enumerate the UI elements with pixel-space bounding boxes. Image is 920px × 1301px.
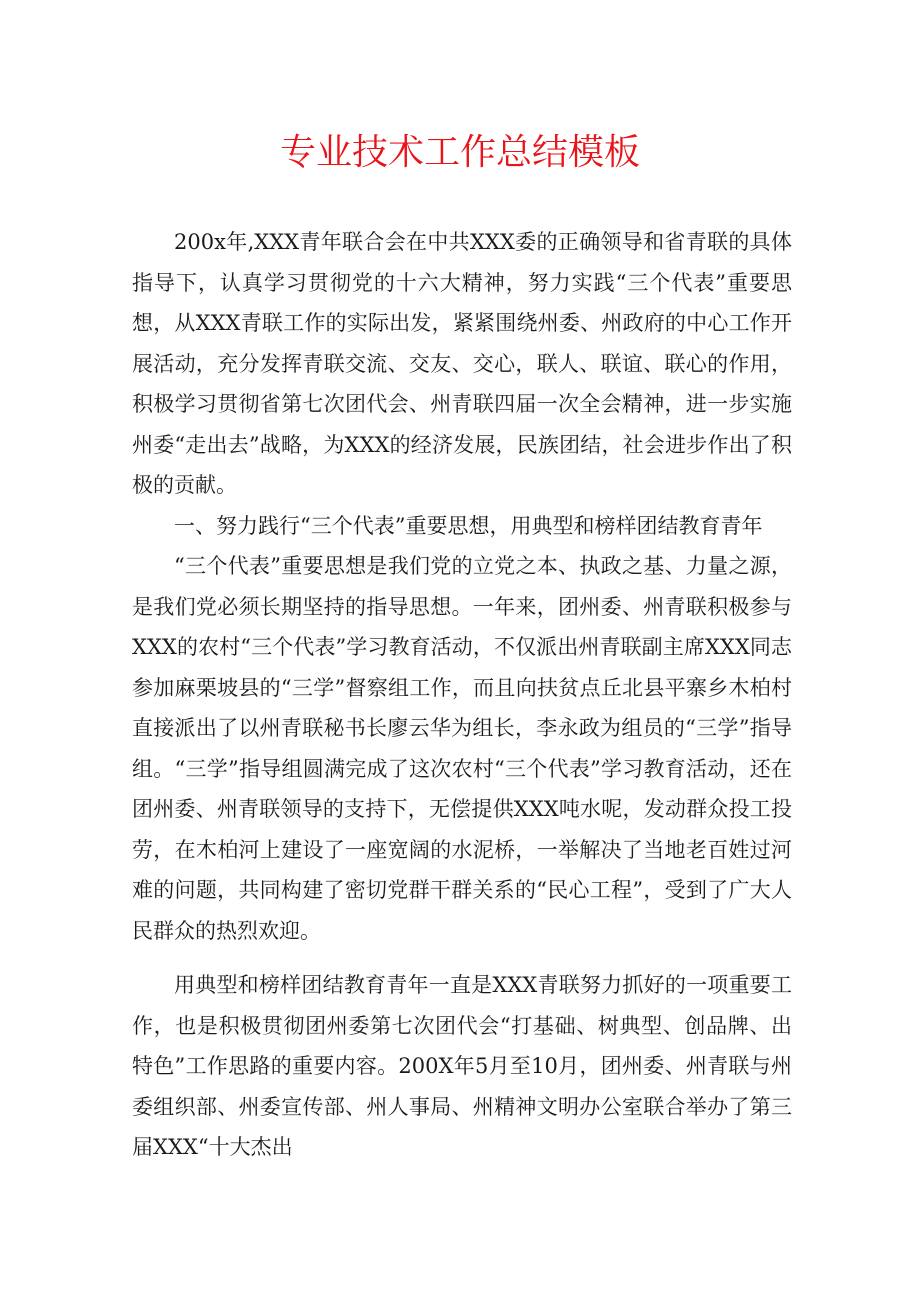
section-heading-1: 一、努力践行“三个代表”重要思想，用典型和榜样团结教育青年 (174, 513, 763, 538)
paragraph-role-models: 用典型和榜样团结教育青年一直是XXX青联努力抓好的一项重要工作，也是积极贯彻团州委第七次团代会“打基础、树典型、创品牌、出特色”工作思路的重要内容。200X年5月至10月，团州委、州青联与州委组织部、州委宣传部、州人事局、州精神文明办公室联合举办了第三届XXX“十大杰出 (132, 973, 792, 1159)
document-title: 专业技术工作总结模板 (279, 132, 640, 173)
paragraph-intro: 200x年,XXX青年联合会在中共XXX委的正确领导和省青联的具体指导下，认真学习贯彻党的十六大精神，努力实践“三个代表”重要思想，从XXX青联工作的实际出发，紧紧围绕州委、州政府的中心工作开展活动，充分发挥青联交流、交友、交心，联人、联谊、联心的作用，积极学习贯彻省第七次团代会、州青联四届一次全会精神，进一步实施州委“走出去”战略，为XXX的经济发展，民族团结，社会进步作出了积极的贡献。 (132, 230, 792, 497)
document-body (132, 222, 792, 1168)
paragraph-three-represents: “三个代表”重要思想是我们党的立党之本、执政之基、力量之源，是我们党必须长期坚持的指导思想。一年来，团州委、州青联积极参与XXX的农村“三个代表”学习教育活动，不仅派出州青联副主席XXX同志参加麻栗坡县的“三学”督察组工作，而且向扶贫点丘北县平寨乡木柏村直接派出了以州青联秘书长廖云华为组长，李永政为组员的“三学”指导组。“三学”指导组圆满完成了这次农村“三个代表”学习教育活动，还在团州委、州青联领导的支持下，无偿提供XXX吨水呢，发动群众投工投劳，在木柏河上建设了一座宽阔的水泥桥，一举解决了当地老百姓过河难的问题，共同构建了密切党群干群关系的“民心工程”，受到了广大人民群众的热烈欢迎。 (132, 554, 792, 943)
